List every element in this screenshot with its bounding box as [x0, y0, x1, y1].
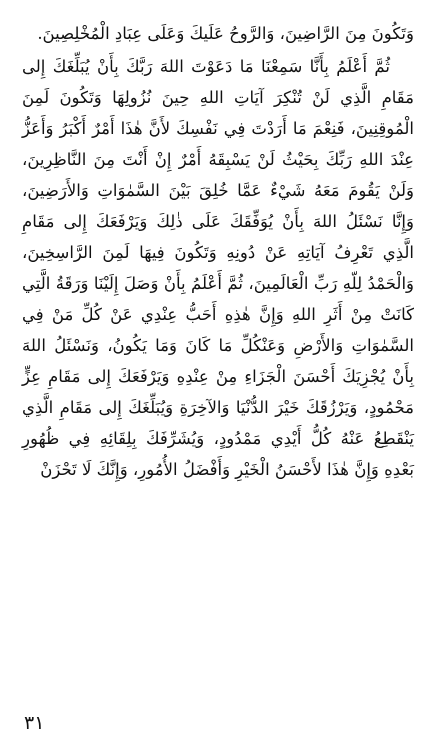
paragraph-2: ثُمَّ أَعْلَمُ بِأَنَّا سَمِعْنَا مَا دَعَوْتَ اللهَ رَبَّكَ بِأَنْ يُبَلِّغَكَ إِلى مَقَامِ الَّذِي لَنْ تُنْكِرَ آيَاتِ اللهِ حِينَ نُزُولِهَا وَتَكُونَ لَمِنَ الْمُوقِنِينَ، فَنِعْمَ مَا أَرَدْتَ فِي نَفْسِكَ لأَنَّ هٰذَا أَمْرٌ أَكْبَرُ وَأَعَزُّ عِنْدَ اللهِ رَبِّكَ بِحَيْثُ لَنْ يَسْبِقَهُ أَمْرٌ إِنْ أَنْتَ مِنَ النَّاظِرِينَ، وَلَنْ يَقُومَ مَعَهُ شَيْءٌ عَمَّا خُلِقَ بَيْنَ السَّمٰوَاتِ وَالأَرَضِينَ، وَإِنَّا نَسْئَلُ اللهَ بِأَنْ يُوَفِّقَكَ عَلَى ذٰلِكَ وَيَرْفَعَكَ إِلى مَقَامِ الَّذِي تَعْرِفُ آيَاتِهِ عَنْ دُونِهِ وَتَكُونَ فِيهَا لَمِنَ الرَّاسِخِينَ، وَالْحَمْدُ لِلّهِ رَبِّ الْعَالَمِينَ، ثُمَّ أَعْلَمُ بِأَنْ وَصَلَ إِلَيْنَا وَرَقَةُ الَّتِي كَانَتْ مِنْ أَثَرِ اللهِ وَإِنَّ هٰذِهِ أَحَبُّ عِنْدِي عَنْ كُلِّ مَنْ فِي السَّمٰوَاتِ وَالأَرْضِ وَعَنْكُلِّ مَا كَانَ وَمَا يَكُونُ، وَنَسْئَلُ اللهَ بِأَنْ يُجْزِيَكَ أَحْسَنَ الْجَزَاءِ مِنْ عِنْدِهِ وَيَرْفَعَكَ إِلى مَقَامِ عِزٍّ مَحْمُودٍ، وَيَرْزُقَكَ خَيْرَ الدُّنْيَا وَالآخِرَةِ وَيُبَلِّغَكَ إِلى مَقَامِ الَّذِي يَنْقَطِعُ عَنْهُ كُلُّ أَيْدِي مَمْدُودٍ، وَيُشَرِّفَكَ بِلِقَائِهِ فِي ظُهُورِ بَعْدِهِ وَإِنَّ هٰذَا لأَحْسَنُ الْخَيْرِ وَأَفْضَلُ الأُمُورِ، وَإِنَّكَ لَا تَحْزَنْ — [22, 57, 414, 479]
paragraph-1: وَتَكُونَ مِنَ الرَّاضِينَ، وَالرَّوحُ عَلَيكَ وَعَلَى عِبَادِ الْمُخْلِصِينَ. — [37, 24, 414, 43]
page-body — [22, 18, 414, 485]
page-number: ٣١ — [24, 712, 45, 734]
